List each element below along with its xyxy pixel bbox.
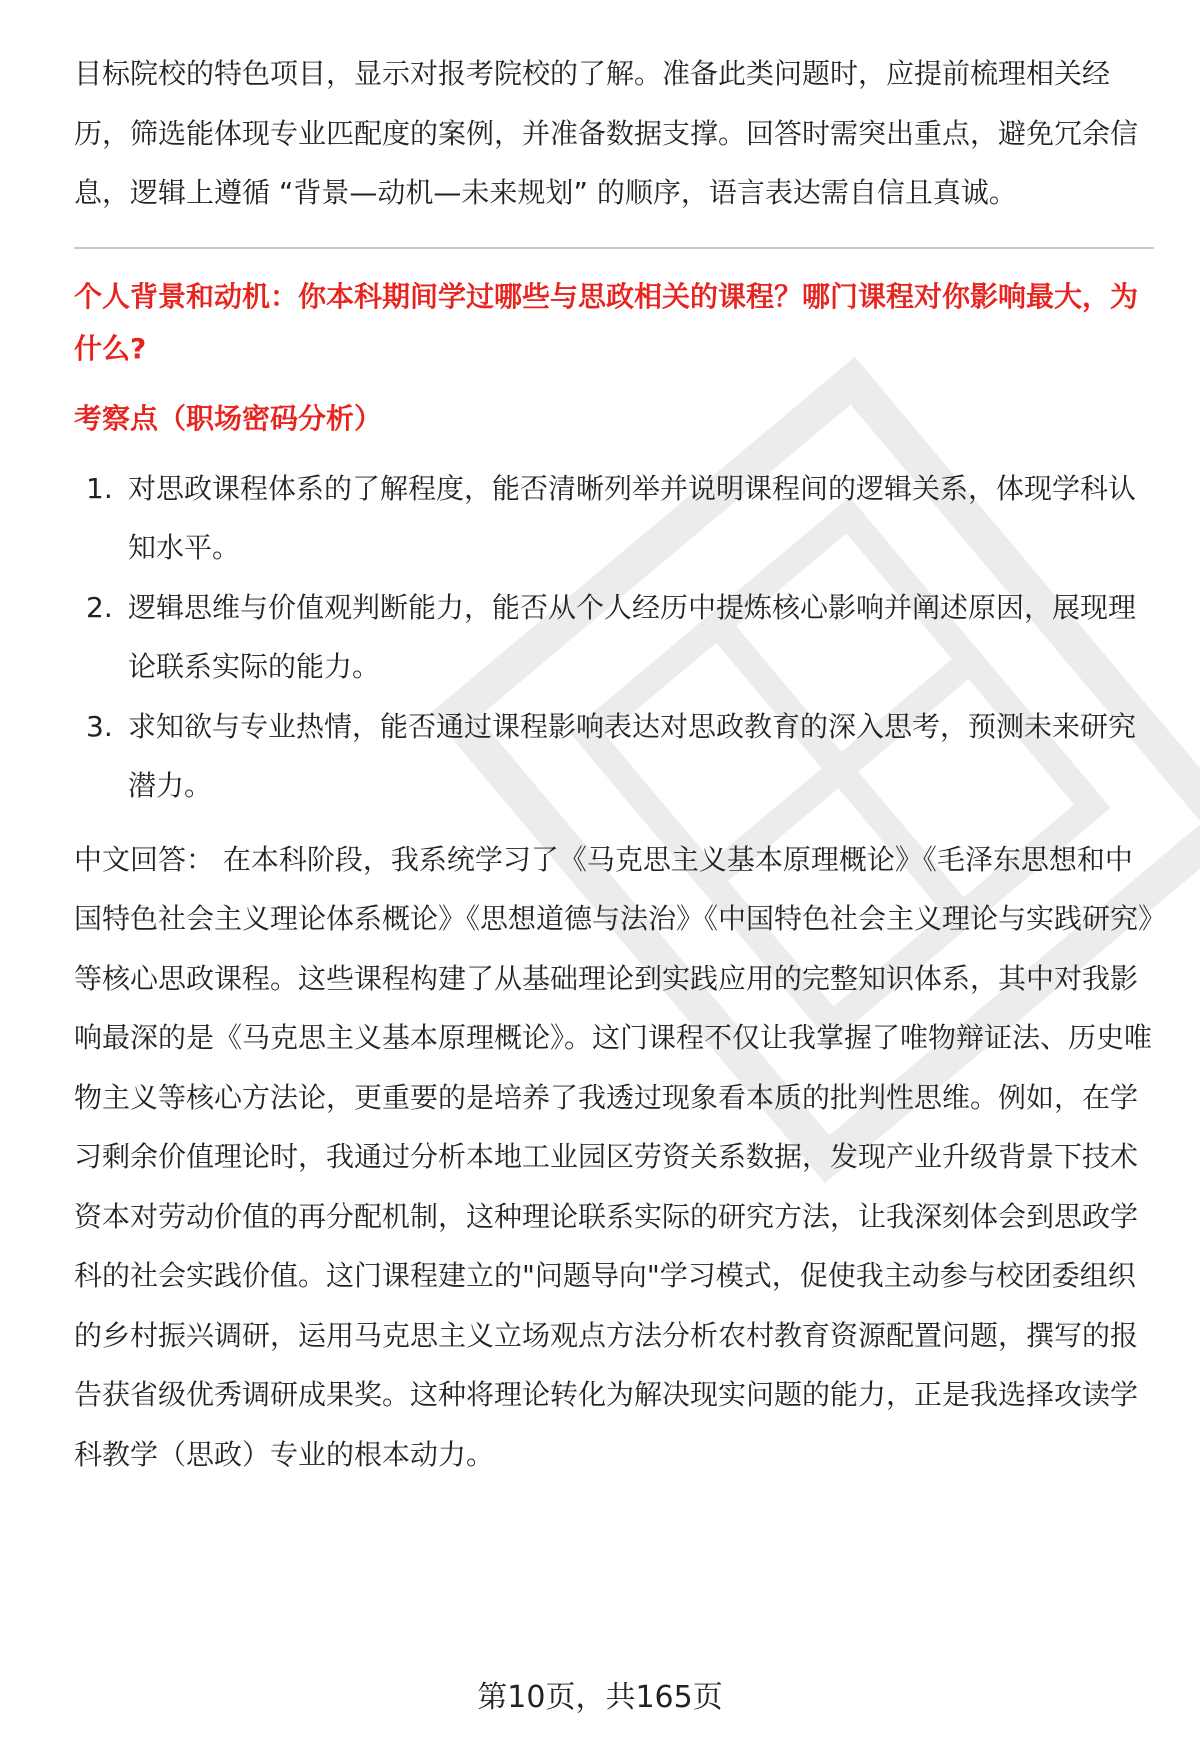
document-page (74, 44, 1154, 1484)
page-number: 第10页，共165页 (477, 1680, 723, 1715)
list-item-number: 3. (86, 709, 113, 743)
list-item-number: 1. (86, 471, 113, 505)
list-item-text: 求知欲与专业热情，能否通过课程影响表达对思政教育的深入思考，预测未来研究潜力。 (128, 709, 1137, 802)
assessment-points-list (74, 459, 1154, 816)
list-item-number: 2. (86, 590, 113, 624)
list-item-text: 逻辑思维与价值观判断能力，能否从个人经历中提炼核心影响并阐述原因，展现理论联系实际的能力。 (128, 590, 1137, 683)
list-item (74, 459, 1154, 578)
list-item (74, 578, 1154, 697)
section-divider (74, 247, 1154, 249)
answer-paragraph: 中文回答： 在本科阶段，我系统学习了《马克思主义基本原理概论》《毛泽东思想和中国特色社会主义理论体系概论》《思想道德与法治》《中国特色社会主义理论与实践研究》等核心思政课程。这些课程构建了从基础理论到实践应用的完整知识体系，其中对我影响最深的是《马克思主义基本原理概论》。这门课程不仅让我掌握了唯物辩证法、历史唯物主义等核心方法论，更重要的是培养了我透过现象看本质的批判性思维。例如，在学习剩余价值理论时，我通过分析本地工业园区劳资关系数据，发现产业升级背景下技术资本对劳动价值的再分配机制，这种理论联系实际的研究方法，让我深刻体会到思政学科的社会实践价值。这门课程建立的"问题导向"学习模式，促使我主动参与校团委组织的乡村振兴调研，运用马克思主义立场观点方法分析农村教育资源配置问题，撰写的报告获省级优秀调研成果奖。这种将理论转化为解决现实问题的能力，正是我选择攻读学科教学（思政）专业的根本动力。 (74, 842, 1153, 1471)
question-heading: 个人背景和动机：你本科期间学过哪些与思政相关的课程？哪门课程对你影响最大，为什么? (74, 279, 1139, 365)
intro-paragraph: 目标院校的特色项目，显示对报考院校的了解。准备此类问题时，应提前梳理相关经历，筛选能体现专业匹配度的案例，并准备数据支撑。回答时需突出重点，避免冗余信息，逻辑上遵循 “背景—动机—未来规划” 的顺序，语言表达需自信且真诚。 (74, 57, 1139, 209)
list-item (74, 697, 1154, 816)
assessment-points-title: 考察点（职场密码分析） (74, 401, 383, 435)
list-item-text: 对思政课程体系的了解程度，能否清晰列举并说明课程间的逻辑关系，体现学科认知水平。 (128, 471, 1137, 564)
